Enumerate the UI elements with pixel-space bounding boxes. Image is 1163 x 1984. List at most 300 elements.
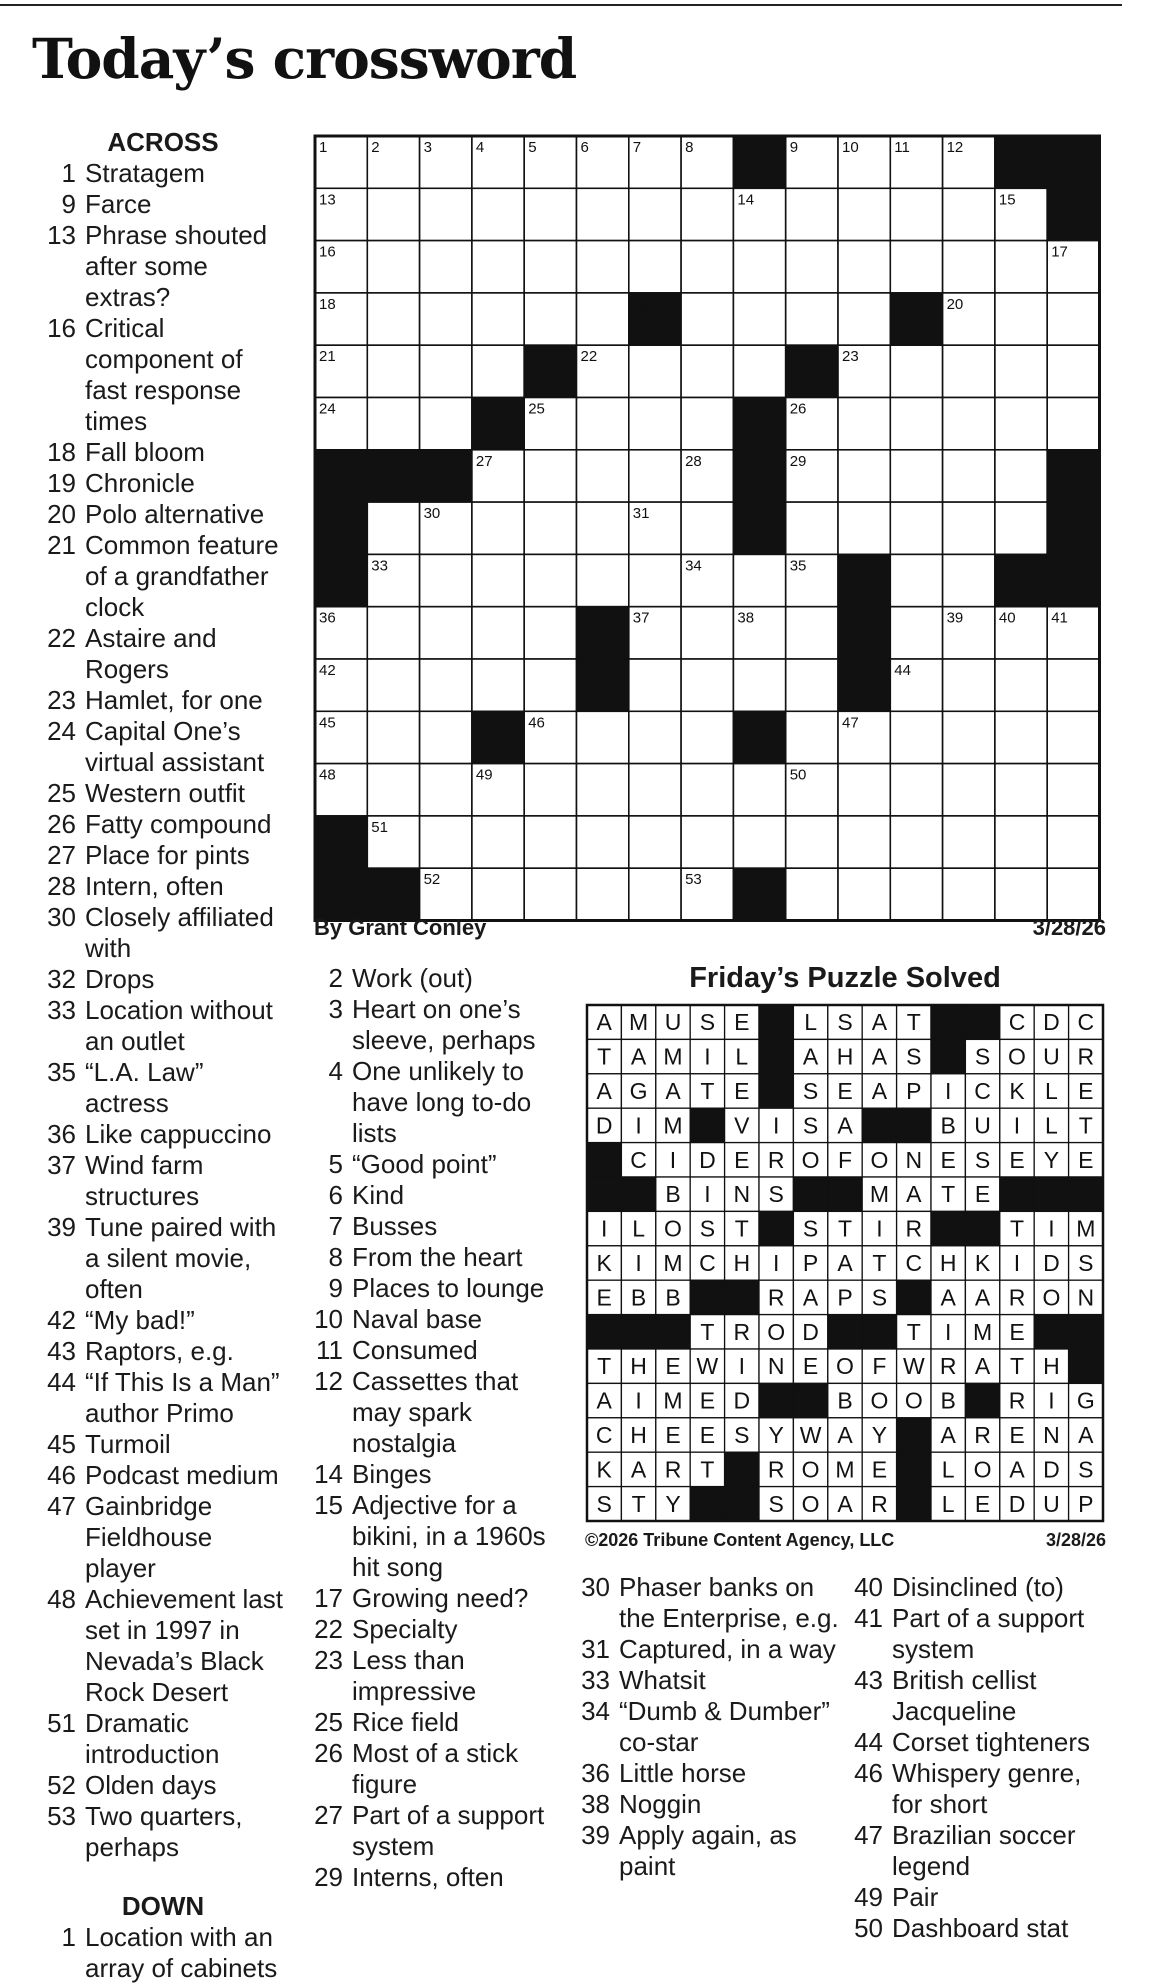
cell-number: 32 bbox=[737, 505, 755, 523]
grid-cell[interactable] bbox=[681, 502, 733, 554]
solution-letter: R bbox=[1008, 1387, 1026, 1414]
grid-cell[interactable] bbox=[472, 659, 524, 711]
grid-cell[interactable] bbox=[995, 711, 1047, 763]
clue-text: Cassettes that may spark nostalgia bbox=[352, 1366, 519, 1458]
grid-cell[interactable] bbox=[629, 659, 681, 711]
solution-letter: E bbox=[699, 1422, 716, 1448]
solution-letter: O bbox=[1042, 1284, 1061, 1311]
cell-number: 29 bbox=[789, 452, 807, 470]
grid-cell[interactable] bbox=[890, 868, 942, 920]
grid-cell[interactable] bbox=[786, 502, 838, 554]
grid-cell[interactable] bbox=[890, 450, 942, 502]
clue-item bbox=[305, 1304, 560, 1335]
grid-cell[interactable] bbox=[943, 241, 995, 293]
grid-cell[interactable] bbox=[1047, 345, 1099, 397]
clue-number: 3 bbox=[328, 994, 343, 1024]
grid-cell[interactable] bbox=[629, 241, 681, 293]
grid-cell[interactable] bbox=[577, 450, 629, 502]
grid-cell[interactable] bbox=[524, 659, 576, 711]
grid-cell[interactable] bbox=[943, 188, 995, 240]
grid-cell[interactable] bbox=[524, 450, 576, 502]
clue-number: 25 bbox=[314, 1707, 343, 1737]
grid-cell[interactable] bbox=[943, 398, 995, 450]
grid-cell[interactable] bbox=[367, 293, 419, 345]
grid-cell[interactable] bbox=[943, 868, 995, 920]
clue-item bbox=[38, 964, 288, 995]
grid-cell[interactable] bbox=[838, 868, 890, 920]
grid-cell[interactable] bbox=[681, 345, 733, 397]
clue-number: 29 bbox=[314, 1862, 343, 1892]
clue-item bbox=[845, 1913, 1110, 1944]
grid-cell[interactable] bbox=[890, 554, 942, 606]
grid-cell[interactable] bbox=[681, 241, 733, 293]
solution-letter: S bbox=[768, 1490, 784, 1517]
clue-number: 32 bbox=[47, 964, 76, 994]
solution-letter: A bbox=[906, 1181, 922, 1208]
black-square bbox=[995, 554, 1047, 606]
clue-number: 1 bbox=[61, 158, 76, 188]
clue-item bbox=[572, 1634, 844, 1665]
grid-cell[interactable] bbox=[524, 241, 576, 293]
grid-cell[interactable] bbox=[890, 607, 942, 659]
solution-letter: B bbox=[665, 1284, 681, 1311]
grid-cell[interactable] bbox=[786, 188, 838, 240]
grid-cell[interactable] bbox=[890, 711, 942, 763]
clue-text: Disinclined (to) bbox=[892, 1572, 1064, 1602]
cell-number: 49 bbox=[475, 766, 493, 784]
solution-letter: I bbox=[704, 1043, 711, 1070]
black-square bbox=[862, 1108, 896, 1142]
grid-cell[interactable] bbox=[367, 398, 419, 450]
grid-cell[interactable] bbox=[890, 188, 942, 240]
grid-cell[interactable] bbox=[838, 816, 890, 868]
black-square bbox=[621, 1315, 655, 1349]
grid-cell[interactable] bbox=[890, 398, 942, 450]
solution-letter: L bbox=[941, 1456, 955, 1483]
grid-cell[interactable] bbox=[577, 764, 629, 816]
grid-cell[interactable] bbox=[577, 502, 629, 554]
black-square bbox=[995, 136, 1047, 188]
solution-letter: D bbox=[1043, 1009, 1060, 1036]
clue-text: Consumed bbox=[352, 1335, 478, 1365]
clue-item bbox=[572, 1572, 844, 1634]
clue-text: Western outfit bbox=[85, 778, 245, 808]
grid-cell[interactable] bbox=[943, 345, 995, 397]
clue-number: 36 bbox=[47, 1119, 76, 1149]
grid-cell[interactable] bbox=[786, 607, 838, 659]
cell-number: 53 bbox=[685, 871, 702, 889]
grid-cell[interactable] bbox=[629, 868, 681, 920]
grid-cell[interactable] bbox=[995, 293, 1047, 345]
solution-letter: E bbox=[665, 1422, 681, 1448]
grid-cell[interactable] bbox=[420, 659, 472, 711]
black-square bbox=[315, 450, 367, 502]
black-square bbox=[367, 868, 419, 920]
grid-cell[interactable] bbox=[524, 868, 576, 920]
solution-letter: E bbox=[974, 1490, 991, 1517]
solution-letter: Y bbox=[768, 1422, 784, 1448]
black-square bbox=[862, 1315, 896, 1349]
grid-cell[interactable] bbox=[472, 188, 524, 240]
clue-number: 9 bbox=[61, 189, 76, 219]
grid-cell[interactable] bbox=[524, 502, 576, 554]
grid-cell[interactable] bbox=[943, 450, 995, 502]
solution-letter: T bbox=[631, 1490, 646, 1517]
clue-text: Corset tighteners bbox=[892, 1727, 1090, 1757]
grid-cell[interactable] bbox=[733, 293, 785, 345]
grid-cell[interactable] bbox=[367, 502, 419, 554]
grid-cell[interactable] bbox=[681, 607, 733, 659]
cell-number: 38 bbox=[737, 609, 755, 627]
grid-cell[interactable] bbox=[629, 554, 681, 606]
clue-number: 19 bbox=[47, 468, 76, 498]
clue-item bbox=[38, 1212, 288, 1305]
cell-number: 52 bbox=[423, 871, 441, 889]
clue-item bbox=[305, 1583, 560, 1614]
grid-cell[interactable] bbox=[577, 188, 629, 240]
grid-cell[interactable] bbox=[629, 711, 681, 763]
solution-letter: U bbox=[664, 1009, 682, 1036]
grid-cell[interactable] bbox=[838, 188, 890, 240]
black-square bbox=[587, 1177, 621, 1211]
cell-number: 18 bbox=[319, 295, 336, 313]
grid-cell[interactable] bbox=[943, 764, 995, 816]
clue-text: Closely affiliated with bbox=[85, 902, 274, 963]
black-square bbox=[733, 398, 785, 450]
grid-cell[interactable] bbox=[420, 816, 472, 868]
grid-cell[interactable] bbox=[472, 816, 524, 868]
grid-cell[interactable] bbox=[943, 711, 995, 763]
solution-letter: S bbox=[974, 1043, 991, 1070]
solution-letter: U bbox=[1043, 1043, 1060, 1070]
grid-cell[interactable] bbox=[420, 293, 472, 345]
clue-number: 14 bbox=[314, 1459, 343, 1489]
grid-cell[interactable] bbox=[420, 607, 472, 659]
solution-letter: S bbox=[802, 1112, 819, 1139]
solution-letter: B bbox=[665, 1181, 681, 1208]
black-square bbox=[965, 1005, 999, 1039]
solution-letter: T bbox=[872, 1250, 887, 1276]
grid-cell[interactable] bbox=[681, 764, 733, 816]
grid-cell[interactable] bbox=[629, 398, 681, 450]
black-square bbox=[759, 1211, 793, 1245]
grid-cell[interactable] bbox=[629, 345, 681, 397]
grid-cell[interactable] bbox=[577, 711, 629, 763]
grid-cell[interactable] bbox=[733, 764, 785, 816]
grid-cell[interactable] bbox=[524, 607, 576, 659]
clue-number: 1 bbox=[61, 1922, 76, 1952]
down-column-3 bbox=[572, 1572, 844, 1882]
clue-number: 26 bbox=[314, 1738, 343, 1768]
grid-cell[interactable] bbox=[524, 764, 576, 816]
solution-letter: S bbox=[802, 1078, 819, 1104]
clue-text: Part of a support system bbox=[892, 1603, 1085, 1664]
clue-number: 28 bbox=[47, 871, 76, 901]
grid-cell[interactable] bbox=[733, 345, 785, 397]
cell-number: 12 bbox=[946, 139, 964, 156]
grid-cell[interactable] bbox=[838, 450, 890, 502]
clue-item bbox=[38, 902, 288, 964]
grid-cell[interactable] bbox=[420, 241, 472, 293]
grid-cell[interactable] bbox=[890, 816, 942, 868]
grid-cell[interactable] bbox=[733, 816, 785, 868]
grid-cell[interactable] bbox=[786, 659, 838, 711]
clue-number: 24 bbox=[47, 716, 76, 746]
grid-cell[interactable] bbox=[1047, 293, 1099, 345]
clue-text: Hamlet, for one bbox=[85, 685, 263, 715]
solution-grid bbox=[585, 1003, 1105, 1528]
grid-cell[interactable] bbox=[838, 241, 890, 293]
solution-letter: I bbox=[1048, 1387, 1055, 1414]
clue-number: 44 bbox=[47, 1367, 76, 1397]
grid-cell[interactable] bbox=[629, 450, 681, 502]
grid-cell[interactable] bbox=[890, 502, 942, 554]
grid-cell[interactable] bbox=[681, 188, 733, 240]
grid-cell[interactable] bbox=[420, 764, 472, 816]
grid-cell[interactable] bbox=[943, 502, 995, 554]
grid-cell[interactable] bbox=[472, 502, 524, 554]
clue-text: Location with an array of cabinets bbox=[85, 1922, 278, 1983]
clue-text: Intern, often bbox=[85, 871, 224, 901]
clue-number: 23 bbox=[47, 685, 76, 715]
solution-svg bbox=[585, 1003, 1105, 1523]
grid-cell[interactable] bbox=[995, 398, 1047, 450]
solution-letter: D bbox=[595, 1112, 613, 1139]
solution-letter: A bbox=[596, 1387, 612, 1414]
cell-number: 37 bbox=[632, 609, 650, 627]
grid-cell[interactable] bbox=[577, 241, 629, 293]
solution-letter: E bbox=[1009, 1146, 1025, 1173]
clue-number: 46 bbox=[854, 1758, 883, 1788]
solution-letter: I bbox=[635, 1387, 642, 1414]
grid-cell[interactable] bbox=[995, 764, 1047, 816]
grid-cell[interactable] bbox=[524, 816, 576, 868]
solution-letter: R bbox=[733, 1318, 751, 1345]
clue-number: 8 bbox=[328, 1242, 343, 1272]
clue-number: 12 bbox=[314, 1366, 343, 1396]
grid-cell[interactable] bbox=[943, 554, 995, 606]
solution-letter: Y bbox=[665, 1490, 681, 1517]
grid-cell[interactable] bbox=[420, 554, 472, 606]
solution-letter: S bbox=[699, 1009, 716, 1036]
clue-number: 21 bbox=[47, 530, 76, 560]
cell-number: 11 bbox=[894, 139, 910, 156]
grid-cell[interactable] bbox=[838, 502, 890, 554]
clue-item bbox=[305, 1366, 560, 1459]
grid-cell[interactable] bbox=[577, 816, 629, 868]
grid-cell[interactable] bbox=[838, 293, 890, 345]
grid-cell[interactable] bbox=[524, 293, 576, 345]
cell-number: 14 bbox=[737, 191, 755, 209]
solution-letter: T bbox=[1078, 1112, 1093, 1139]
grid-cell[interactable] bbox=[472, 293, 524, 345]
grid-cell[interactable] bbox=[995, 868, 1047, 920]
grid-cell[interactable] bbox=[943, 659, 995, 711]
grid-cell[interactable] bbox=[367, 659, 419, 711]
grid-cell[interactable] bbox=[1047, 398, 1099, 450]
grid-cell[interactable] bbox=[995, 659, 1047, 711]
solution-letter: O bbox=[1008, 1043, 1026, 1070]
clue-text: “If This Is a Man” author Primo bbox=[85, 1367, 280, 1428]
clue-text: British cellist Jacqueline bbox=[892, 1665, 1037, 1726]
grid-cell[interactable] bbox=[577, 293, 629, 345]
solution-letter: O bbox=[801, 1490, 820, 1517]
solution-letter: R bbox=[939, 1353, 957, 1380]
clue-text: Like cappuccino bbox=[85, 1119, 272, 1149]
grid-cell[interactable] bbox=[890, 764, 942, 816]
grid-cell[interactable] bbox=[995, 345, 1047, 397]
cell-number: 10 bbox=[842, 139, 859, 156]
solution-letter: T bbox=[734, 1215, 749, 1242]
black-square bbox=[931, 1005, 965, 1039]
grid-cell[interactable] bbox=[733, 659, 785, 711]
grid-cell[interactable] bbox=[629, 764, 681, 816]
grid-cell[interactable] bbox=[943, 816, 995, 868]
clue-text: Fall bloom bbox=[85, 437, 205, 467]
solution-letter: N bbox=[1043, 1422, 1060, 1448]
grid-cell[interactable] bbox=[577, 868, 629, 920]
clue-item bbox=[305, 994, 560, 1056]
crossword-grid[interactable] bbox=[313, 134, 1102, 928]
grid-cell[interactable] bbox=[420, 711, 472, 763]
black-square bbox=[1069, 1177, 1103, 1211]
grid-cell[interactable] bbox=[1047, 816, 1099, 868]
grid-cell[interactable] bbox=[472, 241, 524, 293]
clue-text: Apply again, as paint bbox=[619, 1820, 797, 1881]
grid-cell[interactable] bbox=[681, 293, 733, 345]
grid-cell[interactable] bbox=[367, 241, 419, 293]
grid-cell[interactable] bbox=[786, 868, 838, 920]
grid-cell[interactable] bbox=[995, 241, 1047, 293]
cell-number: 48 bbox=[319, 766, 336, 784]
clue-text: “Good point” bbox=[352, 1149, 497, 1179]
cell-number: 46 bbox=[528, 714, 545, 732]
grid-cell[interactable] bbox=[577, 554, 629, 606]
grid-cell[interactable] bbox=[629, 188, 681, 240]
grid-cell[interactable] bbox=[890, 241, 942, 293]
solution-letter: L bbox=[632, 1215, 645, 1242]
clue-text: Whatsit bbox=[619, 1665, 706, 1695]
clue-number: 35 bbox=[47, 1057, 76, 1087]
clue-text: Olden days bbox=[85, 1770, 217, 1800]
clue-text: Farce bbox=[85, 189, 152, 219]
grid-cell[interactable] bbox=[838, 764, 890, 816]
grid-cell[interactable] bbox=[524, 188, 576, 240]
grid-cell[interactable] bbox=[367, 607, 419, 659]
solution-letter: W bbox=[799, 1422, 822, 1448]
grid-cell[interactable] bbox=[681, 711, 733, 763]
grid-cell[interactable] bbox=[472, 868, 524, 920]
clue-item bbox=[38, 468, 288, 499]
grid-cell[interactable] bbox=[524, 554, 576, 606]
grid-cell[interactable] bbox=[1047, 711, 1099, 763]
grid-cell[interactable] bbox=[890, 345, 942, 397]
solution-letter: L bbox=[735, 1043, 749, 1070]
grid-cell[interactable] bbox=[681, 816, 733, 868]
solution-letter: U bbox=[974, 1112, 991, 1139]
grid-cell[interactable] bbox=[995, 450, 1047, 502]
solution-letter: I bbox=[773, 1250, 780, 1276]
grid-cell[interactable] bbox=[681, 659, 733, 711]
clue-item bbox=[38, 220, 288, 313]
clue-text: Critical component of fast response times bbox=[85, 313, 243, 436]
black-square bbox=[828, 1315, 862, 1349]
grid-cell[interactable] bbox=[1047, 659, 1099, 711]
solution-letter: P bbox=[906, 1078, 922, 1104]
solution-letter: T bbox=[700, 1078, 715, 1104]
clue-text: Achievement last set in 1997 in Nevada’s Black Rock Desert bbox=[85, 1584, 283, 1707]
cell-number: 9 bbox=[789, 139, 799, 156]
clue-text: Phaser banks on the Enterprise, e.g. bbox=[619, 1572, 839, 1633]
grid-cell[interactable] bbox=[838, 398, 890, 450]
grid-cell[interactable] bbox=[420, 188, 472, 240]
clue-item bbox=[845, 1727, 1110, 1758]
grid-cell[interactable] bbox=[1047, 868, 1099, 920]
grid-cell[interactable] bbox=[472, 554, 524, 606]
grid-cell[interactable] bbox=[995, 502, 1047, 554]
clue-number: 45 bbox=[47, 1429, 76, 1459]
clue-item bbox=[38, 1460, 288, 1491]
grid-cell[interactable] bbox=[629, 816, 681, 868]
solution-letter: T bbox=[1009, 1215, 1025, 1242]
solution-letter: E bbox=[734, 1009, 750, 1036]
grid-cell[interactable] bbox=[786, 241, 838, 293]
clue-number: 52 bbox=[47, 1770, 76, 1800]
solution-letter: C bbox=[974, 1078, 991, 1104]
clue-text: Fatty compound bbox=[85, 809, 272, 839]
grid-cell[interactable] bbox=[367, 711, 419, 763]
clue-text: Naval base bbox=[352, 1304, 483, 1334]
cell-number: 26 bbox=[789, 400, 807, 418]
solution-letter: K bbox=[596, 1250, 612, 1276]
clue-item bbox=[305, 1862, 560, 1893]
black-square bbox=[759, 1383, 793, 1417]
black-square bbox=[1069, 1349, 1103, 1383]
clue-item bbox=[845, 1820, 1110, 1882]
clue-number: 15 bbox=[314, 1490, 343, 1520]
black-square bbox=[1034, 1177, 1068, 1211]
grid-cell[interactable] bbox=[420, 345, 472, 397]
grid-cell[interactable] bbox=[472, 345, 524, 397]
grid-cell[interactable] bbox=[733, 554, 785, 606]
grid-cell[interactable] bbox=[577, 398, 629, 450]
grid-cell[interactable] bbox=[786, 711, 838, 763]
grid-cell[interactable] bbox=[1047, 764, 1099, 816]
solution-letter: O bbox=[904, 1387, 923, 1414]
black-square bbox=[793, 1383, 827, 1417]
solution-letter: I bbox=[945, 1318, 952, 1345]
grid-cell[interactable] bbox=[681, 398, 733, 450]
clue-item bbox=[38, 1922, 288, 1984]
grid-cell[interactable] bbox=[786, 816, 838, 868]
clue-number: 33 bbox=[581, 1665, 610, 1695]
solution-letter: E bbox=[871, 1456, 888, 1483]
grid-cell[interactable] bbox=[786, 293, 838, 345]
solution-letter: H bbox=[630, 1353, 647, 1380]
grid-cell[interactable] bbox=[367, 764, 419, 816]
solution-letter: S bbox=[871, 1284, 888, 1311]
grid-cell[interactable] bbox=[367, 188, 419, 240]
grid-cell[interactable] bbox=[733, 241, 785, 293]
grid-cell[interactable] bbox=[367, 345, 419, 397]
cell-number: 6 bbox=[580, 139, 589, 156]
black-square bbox=[965, 1211, 999, 1245]
cell-number: 20 bbox=[946, 295, 964, 313]
black-square bbox=[315, 502, 367, 554]
grid-cell[interactable] bbox=[420, 398, 472, 450]
grid-cell[interactable] bbox=[995, 816, 1047, 868]
grid-cell[interactable] bbox=[472, 607, 524, 659]
